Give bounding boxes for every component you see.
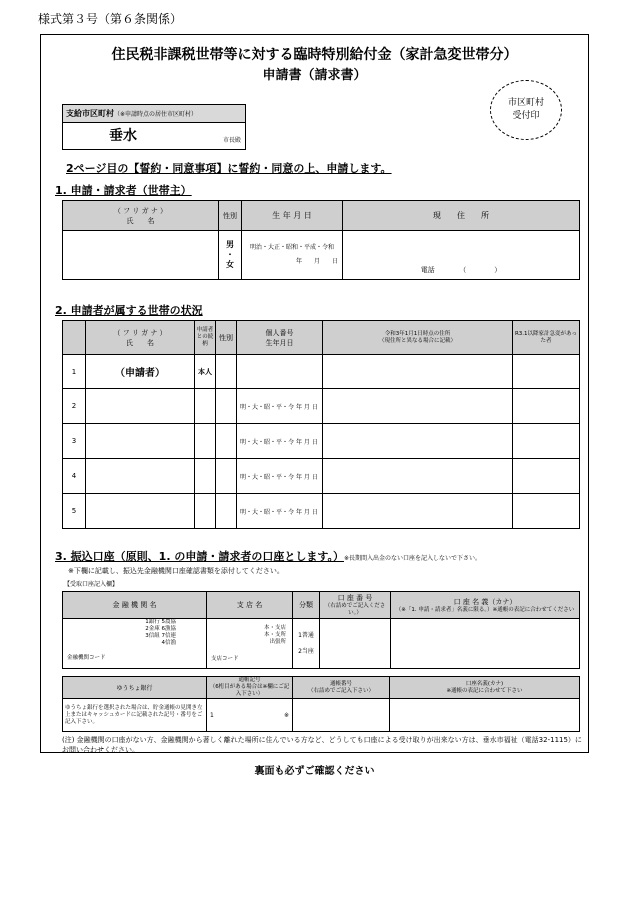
address-field[interactable] xyxy=(343,231,580,280)
member-id-dob-field[interactable] xyxy=(237,424,323,459)
ymd-label: 年 月 日 xyxy=(295,258,338,265)
member-id-dob-field[interactable] xyxy=(237,494,323,529)
member-id-dob-field[interactable] xyxy=(237,459,323,494)
branch-name-field[interactable] xyxy=(207,619,293,669)
branch-type: 本・支所 xyxy=(263,631,286,638)
member-day-label: 日 xyxy=(311,403,318,411)
yucho-holder-field[interactable] xyxy=(390,699,580,732)
member-name-field[interactable] xyxy=(86,459,195,494)
member-id-dob-field[interactable] xyxy=(237,389,323,424)
yucho-symbol-label: 通帳記号 xyxy=(238,677,261,683)
prior-address-field[interactable] xyxy=(323,494,513,529)
bank-account-table xyxy=(62,591,580,669)
yucho-number-field[interactable] xyxy=(293,699,390,732)
member-sex-field[interactable] xyxy=(216,494,237,529)
household-table xyxy=(62,320,580,529)
prior-address-field[interactable] xyxy=(323,424,513,459)
branch-type: 本・支店 xyxy=(263,624,286,631)
yucho-holder-note: ※通帳の表記に合わせて下さい xyxy=(446,687,523,694)
income-change-field[interactable] xyxy=(513,355,580,389)
sex-options[interactable] xyxy=(219,231,242,280)
member-day-label: 日 xyxy=(311,508,318,516)
footer-note: 裏面も必ずご確認ください xyxy=(254,766,375,777)
sex-male: 男 xyxy=(226,240,234,249)
member-sex-header: 性別 xyxy=(216,321,237,355)
row-number: 3 xyxy=(63,424,86,459)
section3-title-row xyxy=(55,545,580,564)
yucho-symbol-note: （6桁目がある場合は※欄にご記入下さい） xyxy=(209,684,290,697)
section2-title: 2. 申請者が属する世帯の状況 xyxy=(55,304,203,317)
member-month-label: 月 xyxy=(303,403,310,411)
section3-note: ※長期間入出金のない口座を記入しないで下さい。 xyxy=(343,555,481,562)
member-year-label: 年 xyxy=(295,403,302,411)
yucho-header: ゆうちょ銀行 xyxy=(63,677,207,699)
member-name-field[interactable] xyxy=(86,389,195,424)
furigana-label: （ フ リ ガ ナ ） xyxy=(113,206,168,215)
prior-address-header xyxy=(323,321,513,355)
bank-type: 4信漁 xyxy=(161,640,176,646)
relation-header: 申請者との続柄 xyxy=(195,321,216,355)
section3-title: 3. 振込口座（原則、1. の申請・請求者の口座とします。） xyxy=(55,550,344,563)
row-number: 5 xyxy=(63,494,86,529)
member-year-label: 年 xyxy=(295,508,302,516)
form-title: 住民税非課税世帯等に対する臨時特別給付金（家計急変世帯分） xyxy=(111,47,518,63)
member-year-label: 年 xyxy=(295,473,302,481)
category-header: 分類 xyxy=(293,592,320,619)
stamp-line1: 市区町村 xyxy=(507,98,544,108)
income-change-field[interactable] xyxy=(513,424,580,459)
member-sex-field[interactable] xyxy=(216,424,237,459)
member-name-label: 氏 名 xyxy=(126,338,154,347)
form-number: 様式第３号（第６条関係） xyxy=(38,12,183,26)
prior-address-field[interactable] xyxy=(323,355,513,389)
municipality-header-note: （※申請時点の居住市区町村） xyxy=(114,111,198,118)
income-change-field[interactable] xyxy=(513,459,580,494)
member-sex-field[interactable] xyxy=(216,459,237,494)
row-number: 4 xyxy=(63,459,86,494)
yucho-symbol-mark: ※ xyxy=(283,711,289,719)
bank-type: 2金庫 6漁協 xyxy=(145,626,176,632)
applicant-name-field[interactable] xyxy=(63,231,219,280)
bank-code-label: 金融機関コード xyxy=(67,655,106,661)
member-era-options: 明・大・昭・平・令 xyxy=(240,508,295,516)
id-dob-header xyxy=(237,321,323,355)
reception-stamp xyxy=(490,80,562,140)
relation-field[interactable] xyxy=(195,459,216,494)
bank-type: 1銀行 5農協 xyxy=(145,619,176,625)
applicant-label[interactable]: （申請者） xyxy=(86,355,195,389)
receive-label: 【受取口座記入欄】 xyxy=(64,581,119,588)
yucho-number-header xyxy=(293,677,390,699)
sex-header: 性別 xyxy=(219,201,242,231)
member-furigana-label: （ フ リ ガ ナ ） xyxy=(113,328,167,337)
account-number-field[interactable] xyxy=(320,619,391,669)
member-id-field[interactable] xyxy=(237,355,323,389)
sex-female: 女 xyxy=(226,260,234,269)
holder-label: 口 座 名 義（カナ） xyxy=(453,597,517,606)
yucho-description: ゆうちょ銀行を選択された場合は、貯金通帳の見開き左上またはキャッシュカードに記載された記号・番号をご記入下さい。 xyxy=(63,699,207,732)
phone-label: 電話 （ ） xyxy=(420,266,502,274)
form-subtitle: 申請書（請求書） xyxy=(262,68,367,83)
member-year-label: 年 xyxy=(295,438,302,446)
member-era-options: 明・大・昭・平・令 xyxy=(240,403,295,411)
member-month-label: 月 xyxy=(303,473,310,481)
bank-name-field[interactable] xyxy=(63,619,207,669)
account-number-header xyxy=(320,592,391,619)
yucho-symbol-prefix: 1 xyxy=(210,711,214,719)
applicant-table xyxy=(62,200,580,280)
prior-address-note: （現住所と異なる場合に記載） xyxy=(378,337,456,344)
self-relation-label: 本人 xyxy=(195,355,216,389)
prior-address-field[interactable] xyxy=(323,459,513,494)
relation-field[interactable] xyxy=(195,494,216,529)
relation-field[interactable] xyxy=(195,424,216,459)
municipality-header-label: 支給市区町村 xyxy=(66,109,114,118)
municipality-header xyxy=(63,105,245,123)
income-change-header: R3.1以降家計急変があった者 xyxy=(513,321,580,355)
row-number-header xyxy=(63,321,86,355)
stamp-line2: 受付印 xyxy=(512,111,540,121)
dob-header: 生 年 月 日 xyxy=(242,201,343,231)
footnote: (注) 金融機関の口座がない方、金融機関から著しく離れた場所に住んでいる方など、どうしても口座による受け取りが出来ない方は、垂水市福祉（電話32-1115）にお問い合わせください。 xyxy=(62,736,582,754)
account-type: 2当座 xyxy=(298,647,314,655)
yucho-holder-header xyxy=(390,677,580,699)
income-change-field[interactable] xyxy=(513,389,580,424)
account-number-label: 口 座 番 号 xyxy=(337,594,373,602)
account-type-field[interactable] xyxy=(293,619,320,669)
municipality-suffix: 市長殿 xyxy=(222,137,241,144)
member-sex-field[interactable] xyxy=(216,389,237,424)
member-name-field[interactable] xyxy=(86,494,195,529)
address-header: 現 住 所 xyxy=(343,201,580,231)
relation-field[interactable] xyxy=(195,389,216,424)
member-month-label: 月 xyxy=(303,438,310,446)
branch-name-header: 支 店 名 xyxy=(207,592,293,619)
member-name-header xyxy=(86,321,195,355)
dob-field[interactable] xyxy=(242,231,343,280)
member-era-options: 明・大・昭・平・令 xyxy=(240,473,295,481)
branch-code-label: 支店コード xyxy=(211,655,239,662)
municipality-name: 垂水 xyxy=(109,128,137,144)
attach-instruction: ※下欄に記載し、振込先金融機関口座確認書類を添付してください。 xyxy=(68,567,284,575)
name-label: 氏 名 xyxy=(126,216,155,225)
member-dob-label: 生年月日 xyxy=(265,338,294,347)
member-day-label: 日 xyxy=(311,473,318,481)
holder-header xyxy=(391,592,580,619)
yucho-table xyxy=(62,676,580,732)
account-holder-field[interactable] xyxy=(391,619,580,669)
income-change-field[interactable] xyxy=(513,494,580,529)
member-name-field[interactable] xyxy=(86,424,195,459)
pledge-text: 2ページ目の【誓約・同意事項】に誓約・同意の上、申請します。 xyxy=(66,162,392,175)
member-month-label: 月 xyxy=(303,508,310,516)
prior-address-label: 令和3年1月1日時点の住所 xyxy=(384,330,451,337)
bank-type: 3信組 7信連 xyxy=(145,633,176,639)
yucho-number-label: 通帳番号 xyxy=(329,680,352,687)
sex-dot: ・ xyxy=(226,250,234,259)
yucho-symbol-header xyxy=(207,677,293,699)
member-day-label: 日 xyxy=(311,438,318,446)
section1-title: 1. 申請・請求者（世帯主） xyxy=(55,184,192,197)
yucho-number-note: （右詰めでご記入下さい） xyxy=(307,687,374,694)
branch-type: 出張所 xyxy=(269,638,286,645)
bank-name-header: 金 融 機 関 名 xyxy=(63,592,207,619)
row-number: 2 xyxy=(63,389,86,424)
id-number-label: 個人番号 xyxy=(265,328,294,337)
row-number: 1 xyxy=(63,355,86,389)
yucho-holder-label: 口座名義(カナ) xyxy=(465,680,504,687)
prior-address-field[interactable] xyxy=(323,389,513,424)
member-sex-field[interactable] xyxy=(216,355,237,389)
era-options: 明治・大正・昭和・平成・令和 xyxy=(249,244,334,251)
holder-note: （※「1. 申請・請求者」名義に限る。）※通帳の表記に合わせてください xyxy=(395,606,575,613)
municipality-box xyxy=(62,104,246,150)
member-era-options: 明・大・昭・平・令 xyxy=(240,438,295,446)
account-number-note: （右詰めでご記入ください。） xyxy=(324,603,386,616)
name-header xyxy=(63,201,219,231)
yucho-symbol-field[interactable] xyxy=(207,699,293,732)
account-type: 1普通 xyxy=(298,631,314,639)
